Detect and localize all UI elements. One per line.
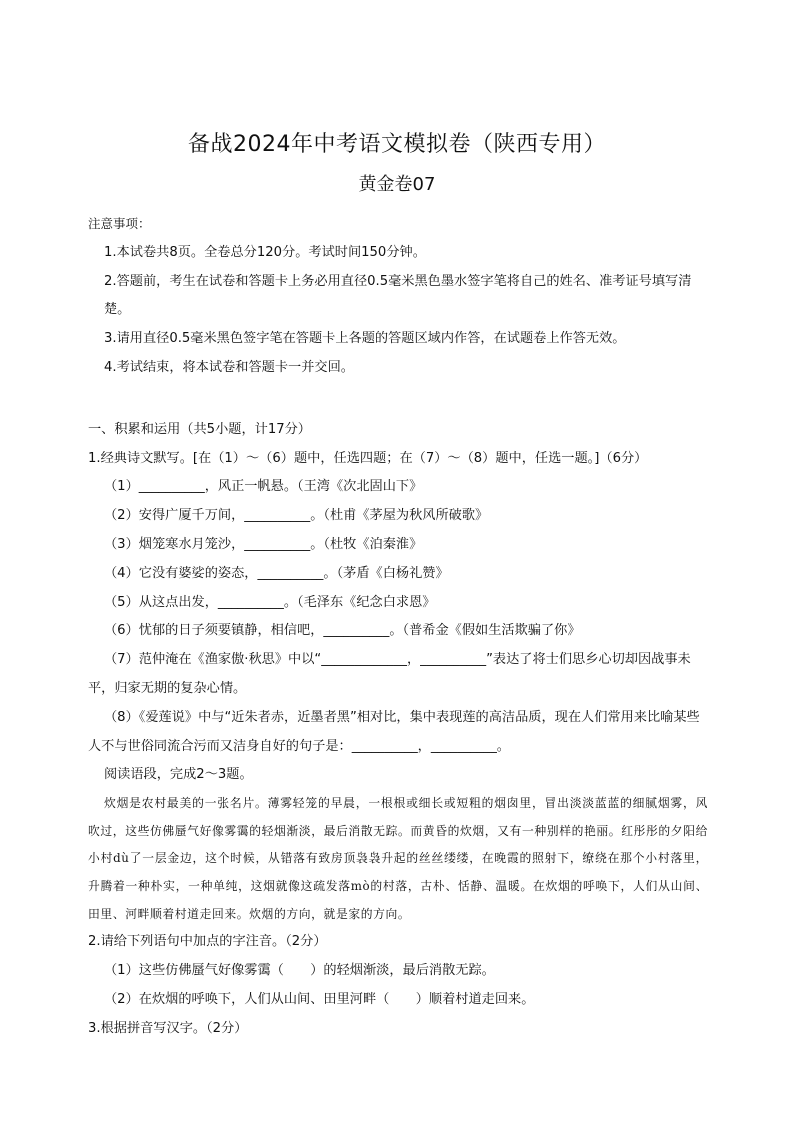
q1-item-2: （2）安得广厦千万间，__________。（杜甫《茅屋为秋风所破歌》 (104, 508, 489, 524)
notice-item-3: 3.请用直径0.5毫米黑色签字笔在答题卡上各题的答题区域内作答，在试题卷上作答无效。 (104, 331, 626, 347)
q1-stem: 1.经典诗文默写。[在（1）～（6）题中，任选四题；在（7）～（8）题中，任选一题。]（6分） (88, 450, 648, 466)
section-gap (88, 383, 708, 416)
notice-item-2: 2.答题前，考生在试卷和答题卡上务必用直径0.5毫米黑色墨水签字笔将自己的姓名、准考证号填写清楚。 (104, 273, 692, 318)
q1-item-5: （5）从这点出发，__________。（毛泽东《纪念白求恩》 (104, 594, 436, 610)
exam-subtitle: 黄金卷07 (358, 174, 436, 195)
exam-body (88, 210, 708, 1043)
notice-item-1: 1.本试卷共8页。全卷总分120分。考试时间150分钟。 (104, 244, 426, 260)
notice-item-4: 4.考试结束，将本试卷和答题卡一并交回。 (104, 359, 354, 375)
section1-heading: 一、积累和运用（共5小题，计17分） (88, 421, 311, 437)
q2-stem: 2.请给下列语句中加点的字注音。（2分） (88, 934, 327, 950)
q1-item-6: （6）忧郁的日子须要镇静，相信吧，__________。（普希金《假如生活欺骗了你》 (104, 623, 581, 639)
exam-title: 备战2024年中考语文模拟卷（陕西专用） (188, 132, 606, 157)
q2-item-1: （1）这些仿佛蜃气好像雾霭（ ）的轻烟渐淡，最后消散无踪。 (104, 962, 495, 978)
q2-item-2: （2）在炊烟的呼唤下，人们从山间、田里河畔（ ）顺着村道走回来。 (104, 991, 535, 1007)
q1-item-4: （4）它没有婆娑的姿态，__________。（茅盾《白杨礼赞》 (104, 565, 449, 581)
q1-item-1: （1）__________，风正一帆悬。（王湾《次北固山下》 (104, 479, 423, 495)
q1-item-3: （3）烟笼寒水月笼沙，__________。（杜牧《泊秦淮》 (104, 536, 423, 552)
q3-stem: 3.根据拼音写汉字。（2分） (88, 1020, 248, 1036)
notice-heading: 注意事项： (88, 216, 151, 231)
reading-intro: 阅读语段，完成2～3题。 (104, 767, 253, 783)
reading-passage: 炊烟是农村最美的一张名片。薄雾轻笼的早晨，一根根或细长或短粗的烟囱里，冒出淡淡蓝蓝的细腻烟雾，风吹过，这些仿佛蜃气好像雾霭的轻烟渐淡，最后消散无踪。而黄昏的炊烟，又有一种别样的艳丽。红彤彤的夕阳给小村dù了一层金边，这个时候，从错落有致房顶袅袅升起的丝丝缕缕，在晚霞的照射下，缭绕在那个小村落里，升腾着一种朴实，一种单纯，这烟就像这疏发落mò的村落，古朴、恬静、温暖。在炊烟的呼唤下，人们从山间、田里、河畔顺着村道走回来。炊烟的方向，就是家的方向。 (88, 796, 708, 921)
q1-item-8: （8）《爱莲说》中与“近朱者赤，近墨者黑”相对比，集中表现莲的高洁品质，现在人们常用来比喻某些人不与世俗同流合污而又洁身自好的句子是：__________，__________。 (88, 709, 700, 754)
q1-item-7: （7）范仲淹在《渔家傲·秋思》中以“_____________，__________”表达了将士们思乡心切却因战事未平，归家无期的复杂心情。 (88, 652, 691, 696)
